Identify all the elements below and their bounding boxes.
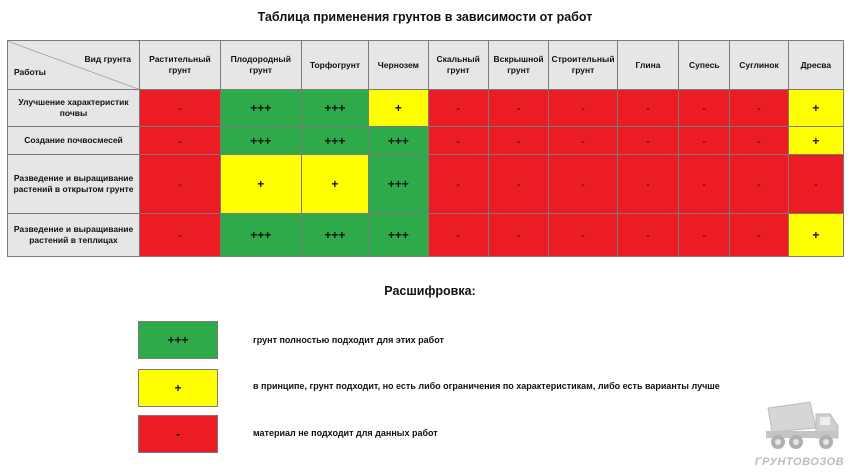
table-cell: +++: [220, 127, 301, 155]
table-cell: +: [220, 155, 301, 214]
table-cell: +: [788, 127, 843, 155]
legend-title: Расшифровка:: [384, 284, 476, 298]
col-header: Вскрышной грунт: [488, 41, 548, 90]
table-cell: -: [679, 155, 730, 214]
col-header: Чернозем: [369, 41, 428, 90]
table-row: [8, 155, 844, 214]
col-header: Дресва: [788, 41, 843, 90]
table-cell: -: [549, 90, 618, 127]
table-cell: -: [730, 214, 788, 257]
table-cell: -: [488, 214, 548, 257]
header-row: [8, 41, 844, 90]
legend-swatch-partial: +: [138, 369, 218, 407]
legend-text-suitable: грунт полностью подходит для этих работ: [253, 335, 444, 345]
table-row: [8, 214, 844, 257]
legend-swatch-unsuitable: -: [138, 415, 218, 453]
table-cell: -: [730, 127, 788, 155]
table-cell: -: [488, 155, 548, 214]
table-cell: +++: [369, 155, 428, 214]
corner-header: [8, 41, 140, 90]
table-cell: -: [549, 214, 618, 257]
company-logo: [752, 398, 847, 470]
row-header: Разведение и выращивание растений в открытом грунте: [8, 155, 140, 214]
col-header: Глина: [617, 41, 678, 90]
table-row: [8, 127, 844, 155]
table-cell: +: [301, 155, 369, 214]
table-cell: -: [617, 127, 678, 155]
table-cell: +++: [301, 127, 369, 155]
table-cell: -: [140, 214, 221, 257]
table-cell: +: [788, 90, 843, 127]
table-cell: -: [679, 127, 730, 155]
row-header: Разведение и выращивание растений в теплицах: [8, 214, 140, 257]
logo-text: ГРУНТОВОЗОВ: [754, 456, 845, 468]
table-cell: -: [488, 90, 548, 127]
col-header: Супесь: [679, 41, 730, 90]
table-cell: -: [617, 155, 678, 214]
soil-application-table: [7, 40, 844, 257]
table-cell: -: [488, 127, 548, 155]
page-title: Таблица применения грунтов в зависимости от работ: [257, 10, 593, 24]
col-header: Суглинок: [730, 41, 788, 90]
table-cell: -: [428, 155, 488, 214]
table-row: [8, 90, 844, 127]
table-cell: -: [617, 90, 678, 127]
soil-type-label: Вид грунта: [84, 54, 131, 64]
table-cell: -: [140, 127, 221, 155]
table-cell: -: [428, 90, 488, 127]
table-cell: +++: [220, 90, 301, 127]
table-cell: -: [140, 155, 221, 214]
table-cell: +++: [301, 214, 369, 257]
table-cell: -: [679, 90, 730, 127]
table-cell: -: [549, 127, 618, 155]
table-cell: +: [369, 90, 428, 127]
table-cell: +: [788, 214, 843, 257]
legend-swatch-suitable: +++: [138, 321, 218, 359]
col-header: Торфогрунт: [301, 41, 369, 90]
table-cell: -: [730, 90, 788, 127]
table-cell: -: [788, 155, 843, 214]
table-cell: +++: [301, 90, 369, 127]
col-header: Скальный грунт: [428, 41, 488, 90]
table-cell: -: [428, 127, 488, 155]
table-cell: +++: [369, 214, 428, 257]
legend-text-unsuitable: материал не подходит для данных работ: [253, 428, 438, 438]
table-cell: -: [617, 214, 678, 257]
table-cell: +++: [220, 214, 301, 257]
dump-truck-icon: [752, 398, 847, 454]
table-cell: -: [140, 90, 221, 127]
works-label: Работы: [14, 67, 46, 77]
table-cell: -: [679, 214, 730, 257]
row-header: Создание почвосмесей: [8, 127, 140, 155]
table-cell: +++: [369, 127, 428, 155]
table-cell: -: [428, 214, 488, 257]
col-header: Плодородный грунт: [220, 41, 301, 90]
legend-text-partial: в принципе, грунт подходит, но есть либо ограничения по характеристикам, либо есть варианты лучше: [253, 381, 720, 391]
table-cell: -: [730, 155, 788, 214]
row-header: Улучшение характеристик почвы: [8, 90, 140, 127]
table-cell: -: [549, 155, 618, 214]
col-header: Растительный грунт: [140, 41, 221, 90]
col-header: Строительный грунт: [549, 41, 618, 90]
